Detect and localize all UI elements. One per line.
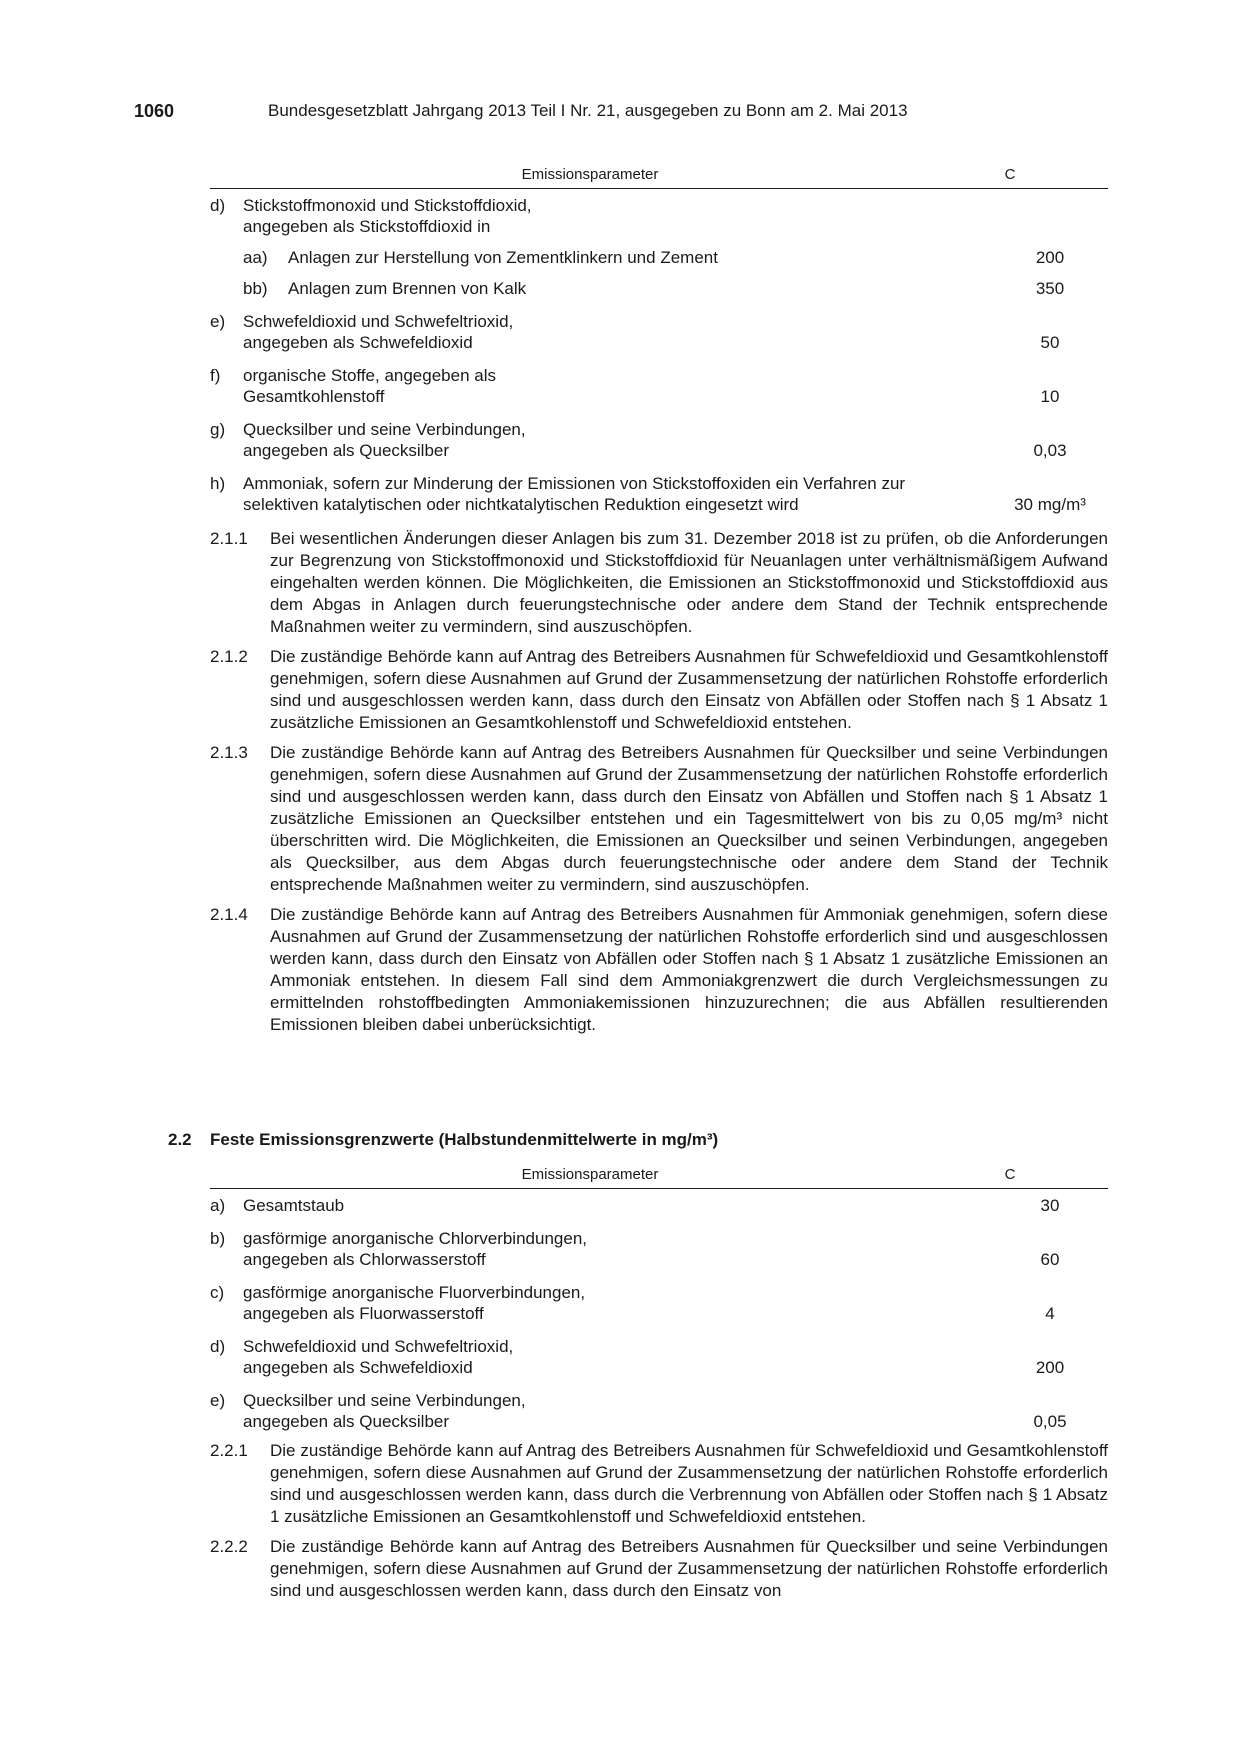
table-subrow — [210, 247, 1108, 268]
row-value: 10 — [1040, 387, 1060, 406]
column-header-parameter: Emissionsparameter — [521, 166, 659, 183]
paragraph-number: 2.1.3 — [210, 743, 248, 762]
page-header — [0, 101, 1241, 125]
row-value: 200 — [1035, 248, 1065, 267]
row-text: Quecksilber und seine Verbindungen, angegeben als Quecksilber — [243, 420, 526, 460]
section-title: Feste Emissionsgrenzwerte (Halbstundenmittelwerte in mg/m³) — [210, 1130, 719, 1149]
row-text: organische Stoffe, angegeben als Gesamtkohlenstoff — [243, 366, 496, 406]
row-label: d) — [210, 1337, 226, 1356]
row-text: Anlagen zum Brennen von Kalk — [288, 279, 527, 298]
paragraph-text: Die zuständige Behörde kann auf Antrag des Betreibers Ausnahmen für Ammoniak genehmigen, sofern diese Ausnahmen auf Grund der Zusammensetzung der natürlichen Rohstoffe erforderlich sind und ausgeschlossen werden kann, dass durch den Einsatz von Abfällen oder Stoffen nach § 1 Absatz 1 zusätzliche Emissionen an Ammoniak entstehen. In diesem Fall sind dem Ammoniakgrenzwert die durch Vergleichsmessungen zu ermittelnden rohstoffbedingten Ammoniakemissionen hinzuzurechnen; die aus Abfällen resultierenden Emissionen bleiben dabei unberücksichtigt. — [270, 905, 1108, 1034]
paragraph-2-1-2 — [210, 646, 1108, 734]
table-row — [210, 1228, 1108, 1270]
paragraph-number: 2.2.1 — [210, 1441, 248, 1460]
row-value: 350 — [1035, 279, 1065, 298]
row-label: a) — [210, 1196, 226, 1215]
row-value: 0,05 — [1033, 1412, 1067, 1431]
row-label: g) — [210, 420, 226, 439]
row-value: 200 — [1035, 1358, 1065, 1377]
table-header — [210, 1160, 1108, 1189]
running-title: Bundesgesetzblatt Jahrgang 2013 Teil I Nr. 21, ausgegeben zu Bonn am 2. Mai 2013 — [268, 101, 908, 120]
table-row — [210, 473, 1108, 515]
table-header — [210, 160, 1108, 189]
column-header-value: C — [1004, 166, 1016, 183]
table-row — [210, 1390, 1108, 1432]
row-text: Anlagen zur Herstellung von Zementklinkern und Zement — [288, 248, 718, 267]
section-number: 2.2 — [168, 1130, 192, 1149]
row-value: 50 — [1040, 333, 1060, 352]
paragraph-text: Bei wesentlichen Änderungen dieser Anlagen bis zum 31. Dezember 2018 ist zu prüfen, ob die Anforderungen zur Begrenzung von Stickstoffmonoxid und Stickstoffdioxid für Neuanlagen unter verhältnismäßigem Aufwand eingehalten werden können. Die Möglichkeiten, die Emissionen an Stickstoffmonoxid und Stickstoffdioxid aus dem Abgas in Anlagen durch feuerungstechnische oder andere dem Stand der Technik entsprechende Maßnahmen weiter zu vermindern, sind auszuschöpfen. — [270, 529, 1108, 636]
table-row — [210, 1336, 1108, 1378]
paragraph-number: 2.1.1 — [210, 529, 248, 548]
paragraph-number: 2.1.2 — [210, 647, 248, 666]
page-number: 1060 — [134, 101, 175, 121]
column-header-parameter: Emissionsparameter — [521, 1166, 659, 1183]
row-text: gasförmige anorganische Chlorverbindungen, angegeben als Chlorwasserstoff — [243, 1229, 587, 1269]
row-label: aa) — [243, 248, 268, 267]
row-text: Quecksilber und seine Verbindungen, angegeben als Quecksilber — [243, 1391, 526, 1431]
table-subrow — [210, 278, 1108, 299]
paragraph-number: 2.1.4 — [210, 905, 248, 924]
row-value: 30 — [1040, 1196, 1060, 1215]
row-text: Schwefeldioxid und Schwefeltrioxid, angegeben als Schwefeldioxid — [243, 312, 514, 352]
paragraphs-2-2 — [210, 1440, 1108, 1610]
row-label: e) — [210, 1391, 226, 1410]
paragraph-2-1-3 — [210, 742, 1108, 896]
row-label: e) — [210, 312, 226, 331]
row-value: 0,03 — [1033, 441, 1067, 460]
paragraph-number: 2.2.2 — [210, 1537, 248, 1556]
table-row — [210, 311, 1108, 353]
row-label: d) — [210, 196, 226, 215]
paragraph-2-2-1 — [210, 1440, 1108, 1528]
row-label: bb) — [243, 279, 268, 298]
row-text: Schwefeldioxid und Schwefeltrioxid, angegeben als Schwefeldioxid — [243, 1337, 514, 1377]
column-header-value: C — [1004, 1166, 1016, 1183]
section-heading-2-2 — [168, 1130, 718, 1150]
table-row — [210, 419, 1108, 461]
row-label: f) — [210, 366, 221, 385]
emission-table-1 — [210, 160, 1108, 515]
paragraph-2-1-1 — [210, 528, 1108, 638]
row-label: h) — [210, 474, 226, 493]
row-text: gasförmige anorganische Fluorverbindungen, angegeben als Fluorwasserstoff — [243, 1283, 586, 1323]
row-value: 30 mg/m³ — [1014, 495, 1086, 514]
row-label: c) — [210, 1283, 225, 1302]
paragraph-2-1-4 — [210, 904, 1108, 1036]
table-row — [210, 195, 1108, 237]
row-text: Stickstoffmonoxid und Stickstoffdioxid, angegeben als Stickstoffdioxid in — [243, 196, 532, 236]
paragraph-text: Die zuständige Behörde kann auf Antrag des Betreibers Ausnahmen für Quecksilber und seine Verbindungen genehmigen, sofern diese Ausnahmen auf Grund der Zusammensetzung der natürlichen Rohstoffe erforderlich sind und ausgeschlossen werden kann, dass durch den Einsatz von — [270, 1537, 1108, 1600]
paragraph-text: Die zuständige Behörde kann auf Antrag des Betreibers Ausnahmen für Schwefeldioxid und Gesamtkohlenstoff genehmigen, sofern diese Ausnahmen auf Grund der Zusammensetzung der natürlichen Rohstoffe erforderlich sind und ausgeschlossen werden kann, dass durch die Verbrennung von Abfällen oder Stoffen nach § 1 Absatz 1 zusätzliche Emissionen an Gesamtkohlenstoff und Schwefeldioxid entstehen. — [270, 1441, 1108, 1526]
paragraph-text: Die zuständige Behörde kann auf Antrag des Betreibers Ausnahmen für Quecksilber und seine Verbindungen genehmigen, sofern diese Ausnahmen auf Grund der Zusammensetzung der natürlichen Rohstoffe erforderlich sind und ausgeschlossen werden kann, dass durch den Einsatz von Abfällen und Stoffen nach § 1 Absatz 1 zusätzliche Emissionen an Quecksilber entstehen und ein Tagesmittelwert von bis zu 0,05 mg/m³ nicht überschritten wird. Die Möglichkeiten, die Emissionen an Quecksilber und seinen Verbindungen, angegeben als Quecksilber, aus dem Abgas durch feuerungstechnische oder andere dem Stand der Technik entsprechende Maßnahmen weiter zu vermindern, sind auszuschöpfen. — [270, 743, 1108, 894]
paragraphs-2-1 — [210, 528, 1108, 1044]
row-value: 60 — [1040, 1250, 1060, 1269]
emission-table-2 — [210, 1160, 1108, 1432]
table-row — [210, 1195, 1108, 1216]
table-row — [210, 365, 1108, 407]
paragraph-text: Die zuständige Behörde kann auf Antrag des Betreibers Ausnahmen für Schwefeldioxid und Gesamtkohlenstoff genehmigen, sofern diese Ausnahmen auf Grund der Zusammensetzung der natürlichen Rohstoffe erforderlich sind und ausgeschlossen werden kann, dass durch den Einsatz von Abfällen oder Stoffen nach § 1 Absatz 1 zusätzliche Emissionen an Gesamtkohlenstoff und Schwefeldioxid entstehen. — [270, 647, 1108, 732]
row-text: Gesamtstaub — [243, 1196, 345, 1215]
row-text: Ammoniak, sofern zur Minderung der Emissionen von Stickstoffoxiden ein Verfahren zur selektiven katalytischen oder nichtkatalytischen Reduktion eingesetzt wird — [243, 474, 906, 514]
table-row — [210, 1282, 1108, 1324]
paragraph-2-2-2 — [210, 1536, 1108, 1602]
row-value: 4 — [1045, 1304, 1055, 1323]
row-label: b) — [210, 1229, 226, 1248]
